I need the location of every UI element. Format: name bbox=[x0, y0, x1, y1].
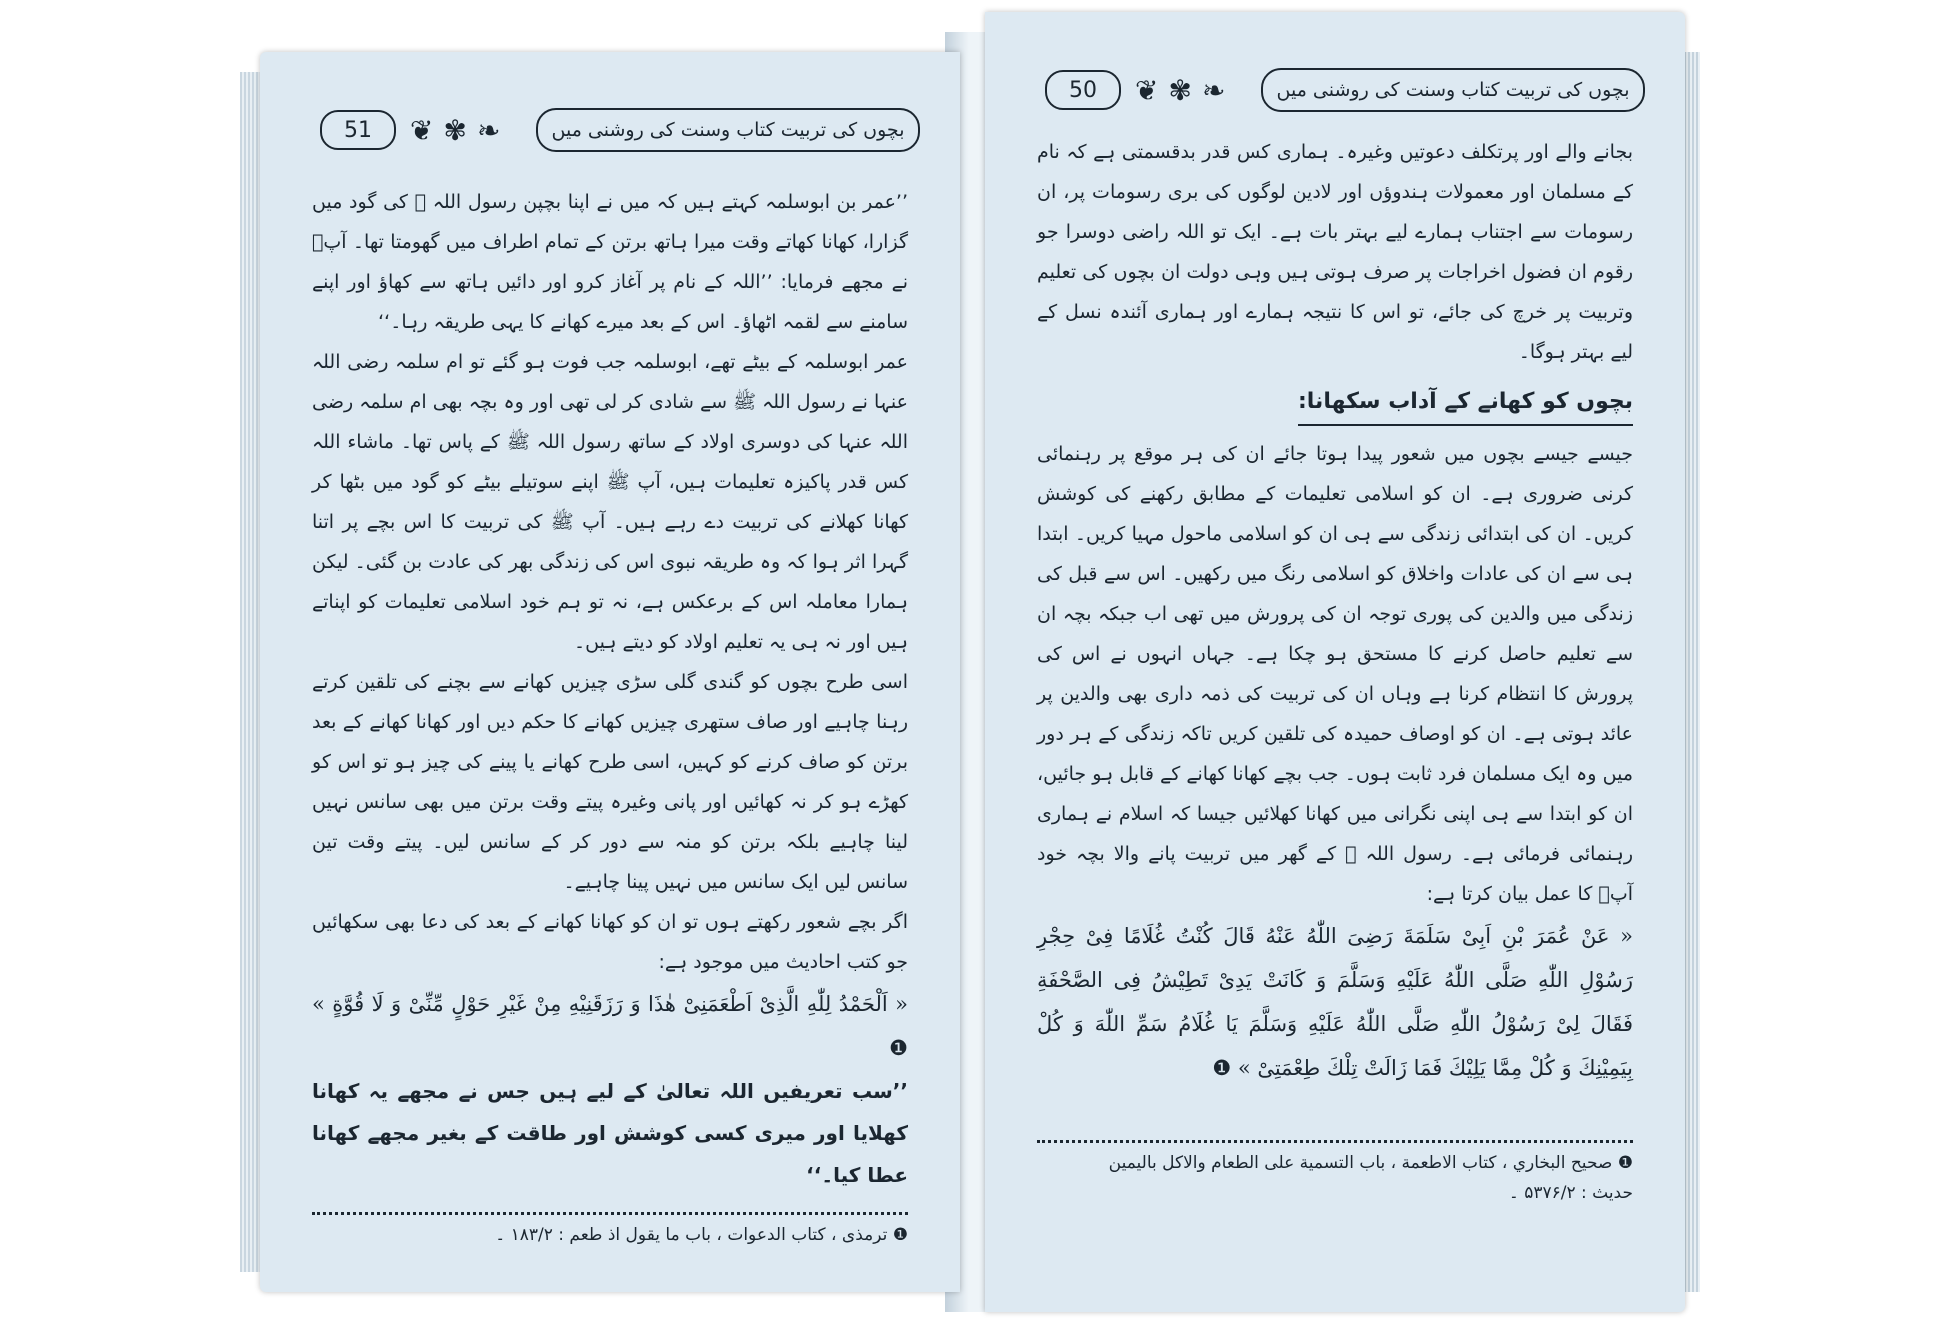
page-number: 50 bbox=[1069, 77, 1097, 103]
running-header-title: بچوں کی تربیت کتاب وسنت کی روشنی میں bbox=[1276, 79, 1630, 101]
left-page bbox=[260, 52, 960, 1292]
page-header bbox=[1025, 62, 1645, 118]
paragraph: ’’عمر بن ابوسلمہ کہتے ہیں کہ میں نے اپنا بچپن رسول اللہ ﷺ کی گود میں گزارا، کھانا کھاتے وقت میرا ہاتھ برتن کے تمام اطراف میں گھومتا تھا۔ آپؐ نے مجھے فرمایا: ’’اللہ کے نام پر آغاز کرو اور دائیں ہاتھ سے کھاؤ اور اپنے سامنے سے لقمہ اٹھاؤ۔ اس کے بعد میرے کھانے کا یہی طریقہ رہا۔‘‘ bbox=[312, 191, 908, 333]
flower-ornament-icon: ✾ bbox=[443, 113, 467, 147]
header-title-frame bbox=[1261, 68, 1645, 112]
paragraph: جیسے جیسے بچوں میں شعور پیدا ہوتا جائے ان کی ہر موقع پر رہنمائی کرنی ضروری ہے۔ ان کو اسلامی تعلیمات کے مطابق رکھنے کی کوشش کریں۔ ان کی ابتدائی زندگی سے ہی ان کو اسلامی ماحول مہیا کریں۔ ابتدا ہی سے ان کی عادات واخلاق کو اسلامی رنگ میں رکھیں۔ اس سے قبل کی زندگی میں والدین کی پوری توجہ ان کی پرورش میں تھی اب جبکہ بچہ ان سے تعلیم حاصل کرنے کا مستحق ہو چکا ہے۔ جہاں انہوں نے اس کی پرورش کا انتظام کرنا ہے وہاں ان کی تربیت کی ذمہ داری بھی والدین پر عائد ہوتی ہے۔ ان کو اوصاف حمیدہ کی تلقین کریں تاکہ زندگی کے ہر دور میں وہ ایک مسلمان فرد ثابت ہوں۔ جب بچے کھانا کھانے کے قابل ہو جائیں، ان کو ابتدا سے ہی اپنی نگرانی میں کھانا کھلائیں جیسا کہ اسلام نے ہماری رہنمائی فرمائی ہے۔ رسول اللہ ﷺ کے گھر میں تربیت پانے والا بچہ خود آپؐ کا عمل بیان کرتا ہے: bbox=[1037, 443, 1633, 905]
paragraph: اگر بچے شعور رکھتے ہوں تو ان کو کھانا کھانے کے بعد کی دعا بھی سکھائیں جو کتب احادیث میں موجود ہے: bbox=[312, 911, 908, 973]
floral-ornament-icon: ❦ bbox=[410, 113, 434, 147]
left-page-body bbox=[312, 182, 908, 1196]
arabic-dua: « اَلْحَمْدُ لِلّٰهِ الَّذِیْ اَطْعَمَنِیْ هٰذَا وَ رَزَقَنِیْهِ مِنْ غَیْرِ حَوْلٍ مِّنِّیْ وَ لَا قُوَّةٍ » ❶ bbox=[312, 992, 908, 1060]
header-ornaments bbox=[410, 110, 500, 150]
footnote-line: حديث : ۵۳۷۶/۲ ۔ bbox=[1508, 1183, 1633, 1203]
footnote-divider bbox=[1037, 1140, 1633, 1143]
arabic-hadith: « عَنْ عُمَرَ بْنِ اَبِیْ سَلَمَةَ رَضِیَ اللّٰهُ عَنْهُ قَالَ كُنْتُ غُلَامًا فِیْ حِجْرِ رَسُوْلِ اللّٰهِ صَلَّى اللّٰهُ عَلَیْهِ وَسَلَّمَ وَ كَانَتْ یَدِیْ تَطِیْشُ فِی الصَّحْفَةِ فَقَالَ لِیْ رَسُوْلُ اللّٰهِ صَلَّى اللّٰهُ عَلَیْهِ وَسَلَّمَ یَا غُلَامُ سَمِّ اللّٰهَ وَ كُلْ بِیَمِیْنِكَ وَ كُلْ مِمَّا یَلِیْكَ فَمَا زَالَتْ تِلْكَ طِعْمَتِیْ » ❶ bbox=[1037, 924, 1633, 1080]
footnote: ❶ ترمذی ، کتاب الدعوات ، باب ما یقول اذ طعم : ۱۸۳/۲ ۔ bbox=[495, 1225, 908, 1245]
page-number: 51 bbox=[344, 117, 372, 143]
header-title-frame bbox=[536, 108, 920, 152]
floral-ornament-icon: ❧ bbox=[476, 113, 501, 147]
footnote-divider bbox=[312, 1212, 908, 1215]
section-heading: بچوں کو کھانے کے آداب سکھانا: bbox=[1298, 382, 1633, 426]
page-header bbox=[300, 102, 920, 158]
right-page bbox=[985, 12, 1685, 1312]
open-book bbox=[240, 12, 1700, 1312]
page-number-frame bbox=[320, 110, 396, 150]
page-number-frame bbox=[1045, 70, 1121, 110]
header-ornaments bbox=[1135, 70, 1225, 110]
dua-translation: ’’سب تعریفیں اللہ تعالیٰ کے لیے ہیں جس نے مجھے یہ کھانا کھلایا اور میری کسی کوشش اور طاقت کے بغیر مجھے کھانا عطا کیا۔‘‘ bbox=[312, 1079, 908, 1187]
paragraph: عمر ابوسلمہ کے بیٹے تھے، ابوسلمہ جب فوت ہو گئے تو ام سلمہ رضی اللہ عنہا نے رسول اللہ ﷺ سے شادی کر لی تھی اور وہ بچہ بھی ام سلمہ رضی اللہ عنہا کی دوسری اولاد کے ساتھ رسول اللہ ﷺ کے پاس تھا۔ ماشاء اللہ کس قدر پاکیزہ تعلیمات ہیں، آپ ﷺ اپنے سوتیلے بیٹے کو گود میں بٹھا کر کھانا کھلانے کی تربیت دے رہے ہیں۔ آپ ﷺ کی تربیت کا اس بچے پر اتنا گہرا اثر ہوا کہ وہ طریقہ نبوی اس کی زندگی بھر کی عادت بن گئی۔ لیکن ہمارا معاملہ اس کے برعکس ہے، نہ تو ہم خود اسلامی تعلیمات کو اپناتے ہیں اور نہ ہی یہ تعلیم اولاد کو دیتے ہیں۔ bbox=[312, 351, 908, 653]
floral-ornament-icon: ❧ bbox=[1201, 73, 1226, 107]
floral-ornament-icon: ❦ bbox=[1135, 73, 1159, 107]
paragraph: بجانے والے اور پرتکلف دعوتیں وغیرہ۔ ہماری کس قدر بدقسمتی ہے کہ نام کے مسلمان اور معمولات ہندوؤں اور لادین لوگوں کی بری رسومات پر، ان رسومات سے اجتناب ہمارے لیے بہتر بات ہے۔ ایک تو اللہ راضی دوسرا جو رقوم ان فضول اخراجات پر صرف ہوتی ہیں وہی دولت ان بچوں کی تعلیم وتربیت پر خرچ کی جائے، تو اس کا نتیجہ ہمارے اور ہماری آئندہ نسل کے لیے بہتر ہوگا۔ bbox=[1037, 141, 1633, 363]
footnote-line: ❶ صحيح البخاري ، كتاب الاطعمة ، باب التسمية على الطعام والاكل باليمين bbox=[1108, 1153, 1633, 1173]
footnote bbox=[1037, 1148, 1633, 1208]
paragraph: اسی طرح بچوں کو گندی گلی سڑی چیزیں کھانے سے بچنے کی تلقین کرتے رہنا چاہیے اور صاف ستھری چیزیں کھانے کا حکم دیں اور کھانا کھانے کے بعد برتن کو صاف کرنے کو کہیں، اسی طرح کھانے یا پینے کی چیز ہو تو اس کو کھڑے ہو کر نہ کھائیں اور پانی وغیرہ پیتے وقت برتن میں بھی سانس نہیں لینا چاہیے بلکہ برتن کو منہ سے دور کر کے سانس لیں۔ پیتے وقت تین سانس لیں ایک سانس میں نہیں پینا چاہیے۔ bbox=[312, 671, 908, 893]
right-page-body bbox=[1037, 132, 1633, 1090]
flower-ornament-icon: ✾ bbox=[1168, 73, 1192, 107]
running-header-title: بچوں کی تربیت کتاب وسنت کی روشنی میں bbox=[551, 119, 905, 141]
